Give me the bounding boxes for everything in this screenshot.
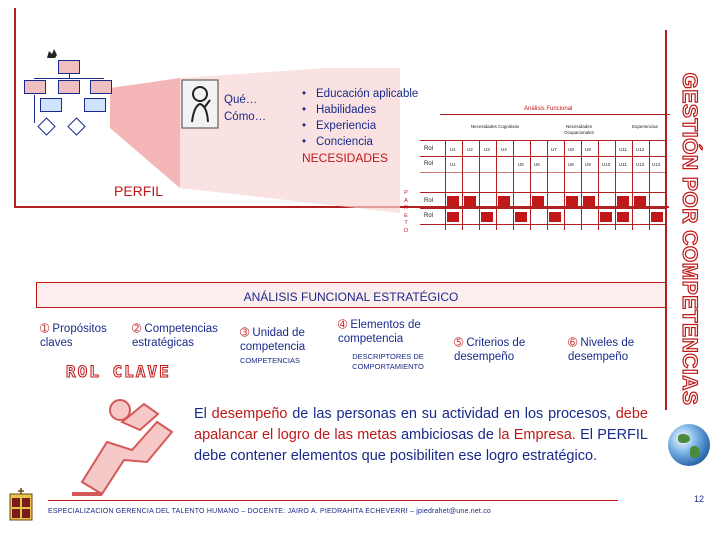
main-paragraph: El desempeño de las personas en su actividad en los procesos, debe apalancar el logro de las metas ambiciosas de la Empresa. El PERFIL debe contener elementos que posibiliten ese logro estratégico. (194, 406, 648, 464)
grid-column-line (632, 140, 633, 230)
vertical-title (674, 60, 704, 418)
grid-code: U9 (585, 162, 591, 167)
grid-filled-cell (566, 196, 578, 206)
grid-header-experience: Experiencias (632, 124, 658, 129)
grid-column-line (496, 140, 497, 230)
grid-header-occupational: Necesidades Ocupacionales (564, 124, 594, 135)
analysis-banner (36, 282, 666, 308)
analysis-item-4: ➃ Elementos de competencia DESCRIPTORES DE COMPORTAMIENTO (338, 319, 424, 371)
grid-header-cognitive: Necesidades Cognitivas (470, 124, 520, 129)
analysis-banner-title: ANÁLISIS FUNCIONAL ESTRATÉGICO (243, 290, 459, 304)
pareto-label: P A R E T O (403, 190, 409, 234)
rol-label: Rol (424, 198, 434, 204)
analysis-item-1: ➀ Propósitos claves (40, 323, 107, 349)
needs-list (302, 86, 418, 150)
grid-row-line (420, 140, 665, 141)
grid-filled-cell (549, 212, 561, 222)
grid-row-line (420, 172, 665, 173)
grid-code: U8 (568, 147, 574, 152)
perfil-label: PERFIL (114, 183, 164, 199)
grid-filled-cell (617, 212, 629, 222)
grid-filled-cell (600, 212, 612, 222)
grid-title: Análisis Funcional (524, 106, 573, 112)
needs-item: • Habilidades (302, 102, 418, 118)
analysis-item-3: ➂ Unidad de competencia COMPETENCIAS (240, 327, 306, 365)
globe-icon (668, 424, 710, 466)
grid-column-line (462, 140, 463, 230)
grid-row-line (420, 156, 665, 157)
thinking-person-icon (180, 78, 220, 130)
grid-column-line (598, 140, 599, 230)
grid-code: U6 (534, 162, 540, 167)
grid-code: U12 (636, 147, 645, 152)
grid-column-line (581, 140, 582, 230)
grid-code: U9 (585, 147, 591, 152)
org-chart (24, 50, 114, 142)
grid-code: U3 (484, 147, 490, 152)
rol-label: Rol (424, 146, 434, 152)
grid-column-line (530, 140, 531, 230)
grid-filled-cell (515, 212, 527, 222)
grid-code: U4 (501, 147, 507, 152)
needs-item: • Conciencia (302, 134, 418, 150)
analysis-item-2: ➁ Competencias estratégicas (132, 323, 218, 349)
necesidades-label: NECESIDADES (302, 151, 389, 165)
grid-code: U8 (568, 162, 574, 167)
vertical-title-text: GESTIÓN POR COMPETENCIAS (678, 72, 701, 406)
grid-filled-cell (651, 212, 663, 222)
grid-filled-cell (634, 196, 646, 206)
grid-filled-cell (481, 212, 493, 222)
grid-code: U1 (450, 162, 456, 167)
grid-column-line (649, 140, 650, 230)
grid-row-line (420, 224, 665, 225)
needs-item: • Experiencia (302, 118, 418, 134)
grid-column-line (665, 140, 666, 230)
que-label: Qué… (224, 94, 258, 106)
grid-filled-cell (583, 196, 595, 206)
analysis-item-6: ➅ Niveles de desempeño (568, 337, 635, 363)
grid-filled-cell (447, 196, 459, 206)
university-crest-icon (8, 488, 34, 524)
rol-label: Rol (424, 213, 434, 219)
grid-code: U11 (619, 162, 627, 167)
grid-filled-cell (532, 196, 544, 206)
footer-divider (48, 500, 618, 501)
rol-label: Rol (424, 161, 434, 167)
grid-filled-cell (447, 212, 459, 222)
what-how-labels (224, 92, 266, 126)
grid-code: U5 (518, 162, 524, 167)
grid-code: U1 (450, 147, 456, 152)
grid-filled-cell (498, 196, 510, 206)
grid-filled-cell (464, 196, 476, 206)
grid-code: U14 (652, 162, 661, 167)
rol-clave-label: ROL CLAVE (66, 362, 171, 381)
grid-row-line (420, 208, 665, 209)
grid-row-line (420, 192, 665, 193)
grid-filled-cell (617, 196, 629, 206)
como-label: Cómo… (224, 111, 267, 123)
kneeling-person-figure (62, 382, 192, 502)
grid-column-line (547, 140, 548, 230)
grid-column-line (615, 140, 616, 230)
grid-code: U10 (602, 162, 611, 167)
grid-code: U13 (636, 162, 645, 167)
hand-icon (45, 48, 59, 60)
analysis-item-5: ➄ Criterios de desempeño (454, 337, 526, 363)
grid-code: U2 (467, 147, 473, 152)
grid-code: U7 (551, 147, 557, 152)
grid-column-line (445, 140, 446, 230)
page-number: 12 (694, 494, 705, 504)
grid-code: U11 (619, 147, 627, 152)
grid-column-line (513, 140, 514, 230)
needs-item: • Educación aplicable (302, 86, 418, 102)
footer-text: ESPECIALIZACION GERENCIA DEL TALENTO HUMANO – DOCENTE: JAIRO A. PIEDRAHITA ECHEVERRI – jpiedrahet@une.net.co (48, 508, 492, 515)
grid-column-line (564, 140, 565, 230)
frame-left-line (14, 8, 16, 208)
grid-column-line (479, 140, 480, 230)
